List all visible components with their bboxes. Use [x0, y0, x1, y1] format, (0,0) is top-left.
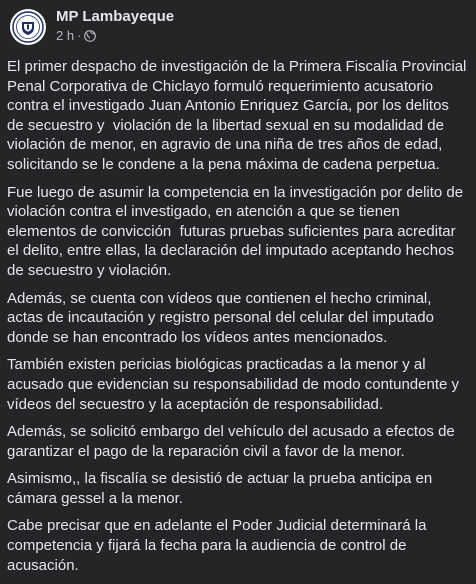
post-paragraph: Cabe precisar que en adelante el Poder Judicial determinará la competencia y fijará la fecha para la audiencia de control de acusación.: [7, 517, 431, 574]
post-body: [7, 57, 469, 583]
page-name-link[interactable]: MP Lambayeque: [56, 8, 175, 25]
post-paragraph: Además, se cuenta con vídeos que contienen el hecho criminal, actas de incautación y registro personal del celular del imputado donde se han encontrado los vídeos antes mencionados.: [7, 289, 439, 346]
post-paragraph: Fue luego de asumir la competencia en la investigación por delito de violación contra el investigado, en atención a que se tienen elementos de convicción futuras pruebas suficientes para acreditar el delito, entre ellas, la declaración del imputado aceptando hechos de secuestro y violación.: [7, 183, 468, 279]
post-paragraph: Además, se solicitó embargo del vehículo del acusado a efectos de garantizar el pago de la reparación civil a favor de la menor.: [7, 423, 459, 460]
prosecutor-seal-icon[interactable]: [10, 9, 46, 45]
post-paragraph: Asimismo,, la fiscalía se desistió de actuar la prueba anticipa en cámara gessel a la menor.: [7, 470, 437, 507]
post-header: [10, 7, 174, 47]
post-subline: [56, 28, 174, 44]
separator-dot: ·: [77, 28, 82, 43]
globe-icon[interactable]: [84, 30, 96, 42]
post-meta: [56, 10, 174, 44]
post-paragraph: También existen pericias biológicas practicadas a la menor y al acusado que evidencian su responsabilidad de modo contundente y vídeos del secuestro y la aceptación de responsabilidad.: [7, 356, 464, 413]
post-timestamp[interactable]: 2 h: [56, 28, 75, 43]
post-paragraph: El primer despacho de investigación de la Primera Fiscalía Provincial Penal Corporativa de Chiclayo formuló requerimiento acusatorio contra el investigado Juan Antonio Enriquez García, por los delitos de secuestro y violación de la libertad sexual en su modalidad de violación de menor, en agravio de una niña de tres años de edad, solicitando se le condene a la pena máxima de cadena perpetua.: [7, 58, 471, 173]
